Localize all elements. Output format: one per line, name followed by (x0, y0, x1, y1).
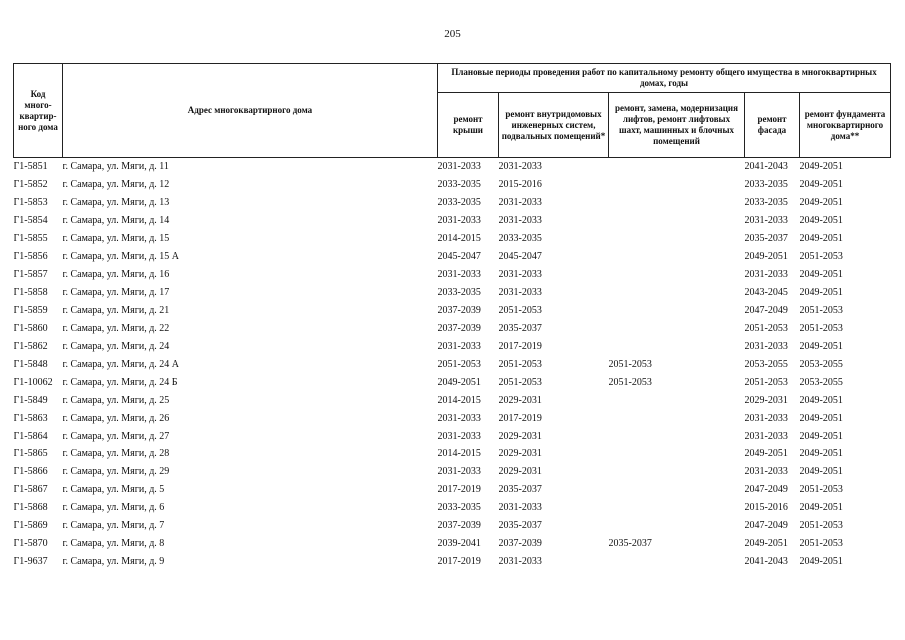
cell-roof: 2033-2035 (437, 287, 481, 299)
cell-roof: 2037-2039 (437, 322, 481, 334)
cell-elevators (609, 337, 745, 355)
table-row (14, 427, 891, 445)
cell-code: Г1-5863 (13, 412, 48, 424)
table-row (14, 194, 891, 212)
cell-foundation: 2053-2055 (799, 376, 843, 388)
cell-facade: 2053-2055 (744, 358, 788, 370)
cell-roof: 2037-2039 (437, 304, 481, 316)
cell-address: г. Самара, ул. Мяги, д. 22 (62, 322, 170, 334)
table-body (14, 158, 891, 571)
cell-code: Г1-5852 (13, 179, 48, 191)
cell-address: г. Самара, ул. Мяги, д. 27 (62, 430, 170, 442)
cell-code: Г1-5864 (13, 430, 48, 442)
table-row (14, 499, 891, 517)
cell-elevators: 2051-2053 (608, 376, 652, 388)
cell-elevators (609, 302, 745, 320)
cell-facade: 2047-2049 (744, 304, 788, 316)
cell-code: Г1-10062 (13, 376, 53, 388)
cell-engineering: 2045-2047 (498, 251, 542, 263)
cell-elevators (609, 445, 745, 463)
cell-code: Г1-5854 (13, 215, 48, 227)
cell-address: г. Самара, ул. Мяги, д. 12 (62, 179, 170, 191)
cell-elevators (609, 248, 745, 266)
cell-facade: 2015-2016 (744, 502, 788, 514)
cell-address: г. Самара, ул. Мяги, д. 26 (62, 412, 170, 424)
cell-code: Г1-5868 (13, 502, 48, 514)
table-row (14, 230, 891, 248)
cell-code: Г1-5848 (13, 358, 48, 370)
cell-facade: 2031-2033 (744, 269, 788, 281)
cell-facade: 2047-2049 (744, 484, 788, 496)
cell-code: Г1-5860 (13, 322, 48, 334)
cell-elevators (609, 158, 745, 176)
cell-foundation: 2049-2051 (799, 269, 843, 281)
cell-elevators: 2035-2037 (608, 538, 652, 550)
cell-engineering: 2029-2031 (498, 430, 542, 442)
cell-address: г. Самара, ул. Мяги, д. 7 (62, 520, 165, 532)
cell-engineering: 2031-2033 (498, 556, 542, 568)
cell-roof: 2031-2033 (437, 430, 481, 442)
cell-engineering: 2051-2053 (498, 376, 542, 388)
cell-elevators (609, 212, 745, 230)
cell-code: Г1-5849 (13, 394, 48, 406)
cell-facade: 2047-2049 (744, 520, 788, 532)
cell-code: Г1-5858 (13, 287, 48, 299)
cell-elevators (609, 176, 745, 194)
table-row (14, 463, 891, 481)
cell-facade: 2033-2035 (744, 197, 788, 209)
cell-code: Г1-9637 (13, 556, 48, 568)
cell-address: г. Самара, ул. Мяги, д. 24 Б (62, 376, 178, 388)
cell-address: г. Самара, ул. Мяги, д. 11 (63, 158, 438, 176)
cell-foundation: 2051-2053 (799, 251, 843, 263)
cell-address: г. Самара, ул. Мяги, д. 17 (62, 287, 170, 299)
cell-elevators (609, 499, 745, 517)
cell-roof: 2033-2035 (437, 179, 481, 191)
cell-roof: 2049-2051 (437, 376, 481, 388)
cell-elevators (609, 230, 745, 248)
header-code: Код много-квартир-ного дома (14, 64, 63, 158)
table-row (14, 517, 891, 535)
table-row (14, 553, 891, 571)
cell-foundation: 2049-2051 (799, 430, 843, 442)
table-row (14, 266, 891, 284)
table-row (14, 445, 891, 463)
cell-code: Г1-5856 (13, 251, 48, 263)
table-row (14, 212, 891, 230)
cell-engineering: 2033-2035 (498, 233, 542, 245)
cell-address: г. Самара, ул. Мяги, д. 14 (62, 215, 170, 227)
table-row (14, 391, 891, 409)
table-row (14, 158, 891, 176)
cell-engineering: 2031-2033 (498, 287, 542, 299)
cell-engineering: 2015-2016 (498, 179, 542, 191)
header-address: Адрес многоквартирного дома (63, 64, 438, 158)
cell-foundation: 2049-2051 (799, 179, 843, 191)
cell-foundation: 2051-2053 (799, 484, 843, 496)
table-row (14, 319, 891, 337)
cell-code: Г1-5866 (13, 466, 48, 478)
cell-address: г. Самара, ул. Мяги, д. 15 А (62, 251, 180, 263)
cell-elevators (609, 553, 745, 571)
cell-code: Г1-5853 (13, 197, 48, 209)
cell-roof: 2031-2033 (437, 340, 481, 352)
cell-address: г. Самара, ул. Мяги, д. 5 (62, 484, 165, 496)
cell-address: г. Самара, ул. Мяги, д. 24 (62, 340, 170, 352)
cell-engineering: 2031-2033 (498, 502, 542, 514)
cell-engineering: 2035-2037 (498, 322, 542, 334)
cell-facade: 2043-2045 (744, 287, 788, 299)
cell-roof: 2017-2019 (437, 484, 481, 496)
cell-roof: 2033-2035 (437, 197, 481, 209)
cell-address: г. Самара, ул. Мяги, д. 24 А (62, 358, 180, 370)
cell-engineering: 2017-2019 (498, 340, 542, 352)
cell-code: Г1-5855 (13, 233, 48, 245)
cell-roof: 2037-2039 (437, 520, 481, 532)
cell-foundation: 2053-2055 (799, 358, 843, 370)
cell-engineering: 2031-2033 (498, 269, 542, 281)
cell-code: Г1-5851 (14, 158, 63, 176)
cell-engineering: 2037-2039 (498, 538, 542, 550)
cell-roof: 2045-2047 (437, 251, 481, 263)
cell-engineering: 2029-2031 (498, 466, 542, 478)
cell-foundation: 2049-2051 (800, 158, 891, 176)
table-row (14, 373, 891, 391)
cell-elevators (609, 481, 745, 499)
cell-facade: 2031-2033 (744, 412, 788, 424)
cell-facade: 2049-2051 (744, 448, 788, 460)
cell-engineering: 2035-2037 (498, 484, 542, 496)
page-number: 205 (444, 28, 461, 40)
cell-elevators (609, 194, 745, 212)
cell-elevators (609, 427, 745, 445)
table-row (14, 481, 891, 499)
header-facade: ремонт фасада (745, 93, 800, 158)
cell-elevators (609, 284, 745, 302)
cell-foundation: 2049-2051 (799, 412, 843, 424)
cell-code: Г1-5862 (13, 340, 48, 352)
cell-roof: 2051-2053 (437, 358, 481, 370)
header-roof: ремонт крыши (438, 93, 499, 158)
cell-facade: 2051-2053 (744, 322, 788, 334)
cell-code: Г1-5865 (13, 448, 48, 460)
cell-address: г. Самара, ул. Мяги, д. 6 (62, 502, 165, 514)
cell-facade: 2031-2033 (744, 340, 788, 352)
table-row (14, 409, 891, 427)
cell-address: г. Самара, ул. Мяги, д. 15 (62, 233, 170, 245)
cell-roof: 2014-2015 (437, 233, 481, 245)
cell-address: г. Самара, ул. Мяги, д. 21 (62, 304, 170, 316)
cell-roof: 2014-2015 (437, 394, 481, 406)
cell-foundation: 2049-2051 (799, 466, 843, 478)
cell-roof: 2039-2041 (437, 538, 481, 550)
cell-engineering: 2031-2033 (498, 197, 542, 209)
cell-facade: 2035-2037 (744, 233, 788, 245)
cell-engineering: 2051-2053 (498, 358, 542, 370)
header-foundation: ремонт фундамента многоквартирного дома** (800, 93, 891, 158)
table-row (14, 176, 891, 194)
cell-elevators (609, 409, 745, 427)
cell-engineering: 2017-2019 (498, 412, 542, 424)
cell-engineering: 2031-2033 (498, 215, 542, 227)
table-row (14, 248, 891, 266)
table-row (14, 302, 891, 320)
cell-foundation: 2049-2051 (799, 448, 843, 460)
cell-facade: 2049-2051 (744, 538, 788, 550)
cell-roof: 2031-2033 (437, 215, 481, 227)
cell-foundation: 2049-2051 (799, 556, 843, 568)
cell-code: Г1-5869 (13, 520, 48, 532)
cell-foundation: 2051-2053 (799, 322, 843, 334)
table-row (14, 355, 891, 373)
cell-roof: 2031-2033 (437, 466, 481, 478)
cell-address: г. Самара, ул. Мяги, д. 16 (62, 269, 170, 281)
cell-foundation: 2049-2051 (799, 215, 843, 227)
cell-foundation: 2049-2051 (799, 502, 843, 514)
cell-elevators (609, 391, 745, 409)
cell-roof: 2031-2033 (437, 269, 481, 281)
cell-address: г. Самара, ул. Мяги, д. 8 (62, 538, 165, 550)
cell-roof: 2031-2033 (438, 158, 499, 176)
cell-elevators (609, 463, 745, 481)
cell-facade: 2031-2033 (744, 430, 788, 442)
cell-roof: 2017-2019 (437, 556, 481, 568)
cell-engineering: 2029-2031 (498, 394, 542, 406)
cell-facade: 2029-2031 (744, 394, 788, 406)
cell-elevators (609, 319, 745, 337)
header-periods: Плановые периоды проведения работ по капитальному ремонту общего имущества в многоквартирных домах, годы (438, 64, 891, 93)
header-engineering: ремонт внутридомовых инженерных систем, подвальных помещений* (499, 93, 609, 158)
cell-engineering: 2031-2033 (499, 158, 609, 176)
cell-address: г. Самара, ул. Мяги, д. 9 (62, 556, 165, 568)
cell-foundation: 2051-2053 (799, 538, 843, 550)
table-row (14, 337, 891, 355)
cell-elevators (609, 266, 745, 284)
cell-foundation: 2051-2053 (799, 304, 843, 316)
cell-roof: 2031-2033 (437, 412, 481, 424)
cell-address: г. Самара, ул. Мяги, д. 25 (62, 394, 170, 406)
cell-code: Г1-5867 (13, 484, 48, 496)
cell-facade: 2041-2043 (744, 556, 788, 568)
table-row (14, 535, 891, 553)
cell-foundation: 2049-2051 (799, 394, 843, 406)
cell-roof: 2014-2015 (437, 448, 481, 460)
cell-facade: 2051-2053 (744, 376, 788, 388)
cell-code: Г1-5857 (13, 269, 48, 281)
repair-schedule-table (13, 63, 891, 571)
cell-facade: 2041-2043 (745, 158, 800, 176)
cell-facade: 2049-2051 (744, 251, 788, 263)
cell-engineering: 2035-2037 (498, 520, 542, 532)
cell-address: г. Самара, ул. Мяги, д. 29 (62, 466, 170, 478)
cell-facade: 2031-2033 (744, 215, 788, 227)
cell-engineering: 2029-2031 (498, 448, 542, 460)
cell-facade: 2031-2033 (744, 466, 788, 478)
cell-foundation: 2049-2051 (799, 287, 843, 299)
cell-elevators: 2051-2053 (608, 358, 652, 370)
cell-foundation: 2049-2051 (799, 197, 843, 209)
cell-code: Г1-5870 (13, 538, 48, 550)
cell-elevators (609, 517, 745, 535)
header-elevators: ремонт, замена, модернизация лифтов, ремонт лифтовых шахт, машинных и блочных помещений (609, 93, 745, 158)
cell-engineering: 2051-2053 (498, 304, 542, 316)
table-header (14, 64, 891, 158)
cell-address: г. Самара, ул. Мяги, д. 13 (62, 197, 170, 209)
table-row (14, 284, 891, 302)
cell-foundation: 2049-2051 (799, 233, 843, 245)
cell-foundation: 2049-2051 (799, 340, 843, 352)
cell-foundation: 2051-2053 (799, 520, 843, 532)
cell-facade: 2033-2035 (744, 179, 788, 191)
cell-code: Г1-5859 (13, 304, 48, 316)
cell-address: г. Самара, ул. Мяги, д. 28 (62, 448, 170, 460)
cell-roof: 2033-2035 (437, 502, 481, 514)
